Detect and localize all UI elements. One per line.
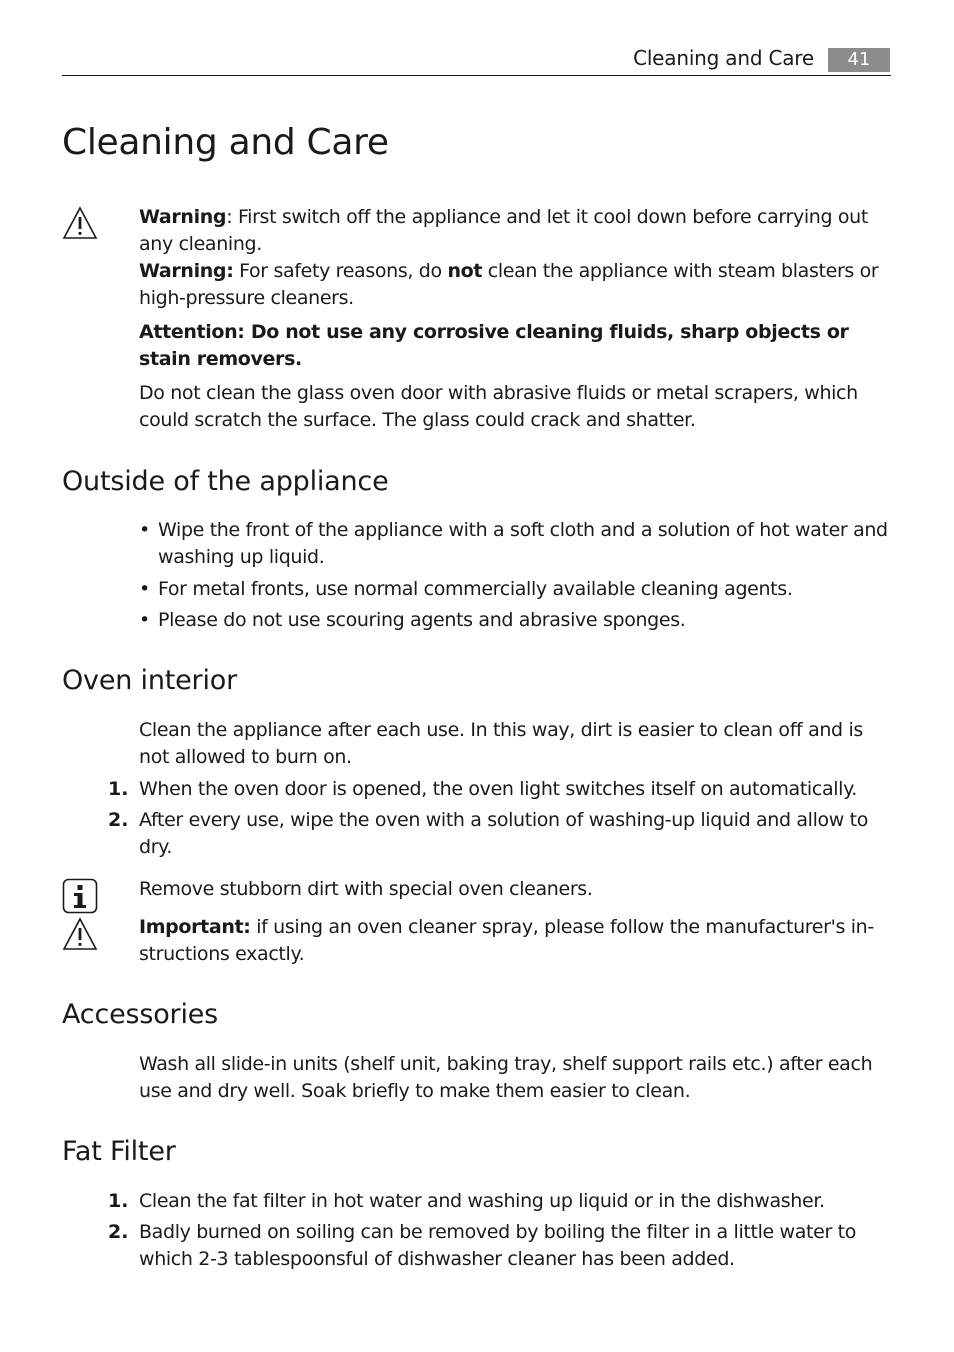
step-number: 1.	[108, 778, 129, 800]
step-text: When the oven door is opened, the oven light switches itself on automatically.	[139, 778, 857, 800]
step-text: Badly burned on soiling can be removed by boiling the filter in a little water to which 2-3 tablespoonsful of dishwasher cleaner has been added.	[139, 1221, 857, 1270]
warning-2-text-pre: For safety reasons, do	[233, 260, 448, 282]
important-label: Important:	[139, 916, 251, 938]
bullet-marker: •	[139, 519, 150, 541]
bullet-marker: •	[139, 578, 150, 600]
step-number: 2.	[108, 1221, 129, 1243]
important-note	[139, 914, 891, 968]
info-icon	[62, 878, 98, 914]
warning-triangle-icon	[62, 916, 98, 952]
page-number: 41	[828, 48, 890, 72]
warning-2-text-post: clean the appliance with steam blasters or high-pressure cleaners.	[139, 260, 879, 309]
warning-2-not: not	[447, 260, 483, 282]
list-item	[139, 576, 891, 603]
list-item	[139, 607, 891, 634]
warning-2-label: Warning:	[139, 260, 234, 282]
step-number: 1.	[108, 1190, 129, 1212]
attention-text: Attention: Do not use any corrosive cleaning fluids, sharp objects or stain removers.	[139, 321, 849, 370]
warning-2	[139, 258, 891, 312]
info-note: Remove stubborn dirt with special oven cleaners.	[139, 878, 593, 900]
step-text: After every use, wipe the oven with a solution of washing-up liquid and allow to dry.	[139, 809, 869, 858]
running-title: Cleaning and Care	[633, 46, 814, 70]
list-item-text: Please do not use scouring agents and abrasive sponges.	[158, 609, 686, 631]
warning-1-label: Warning	[139, 206, 227, 228]
page-title: Cleaning and Care	[62, 122, 389, 163]
list-item	[139, 517, 891, 571]
oven-intro: Clean the appliance after each use. In this way, dirt is easier to clean off and is not allowed to burn on.	[139, 719, 863, 768]
bullet-marker: •	[139, 609, 150, 631]
section-accessories-heading: Accessories	[62, 999, 219, 1030]
section-oven-heading: Oven interior	[62, 665, 237, 696]
warning-1	[139, 204, 891, 258]
glass-door-text: Do not clean the glass oven door with abrasive fluids or metal scrapers, which could scratch the surface. The glass could crack and shatter.	[139, 382, 858, 431]
step-text: Clean the fat filter in hot water and washing up liquid or in the dishwasher.	[139, 1190, 825, 1212]
header-rule	[62, 75, 891, 76]
warning-triangle-icon	[62, 205, 98, 241]
important-text: if using an oven cleaner spray, please follow the manufacturer's in-structions exactly.	[139, 916, 874, 965]
step-number: 2.	[108, 809, 129, 831]
section-fat-filter-heading: Fat Filter	[62, 1136, 176, 1167]
accessories-text: Wash all slide-in units (shelf unit, baking tray, shelf support rails etc.) after each use and dry well. Soak briefly to make them easier to clean.	[139, 1053, 873, 1102]
section-outside-heading: Outside of the appliance	[62, 466, 389, 497]
list-item-text: For metal fronts, use normal commercially available cleaning agents.	[158, 578, 793, 600]
list-item-text: Wipe the front of the appliance with a soft cloth and a solution of hot water and washing up liquid.	[158, 519, 888, 568]
warning-1-text: : First switch off the appliance and let it cool down before carrying out any cleaning.	[139, 206, 868, 255]
